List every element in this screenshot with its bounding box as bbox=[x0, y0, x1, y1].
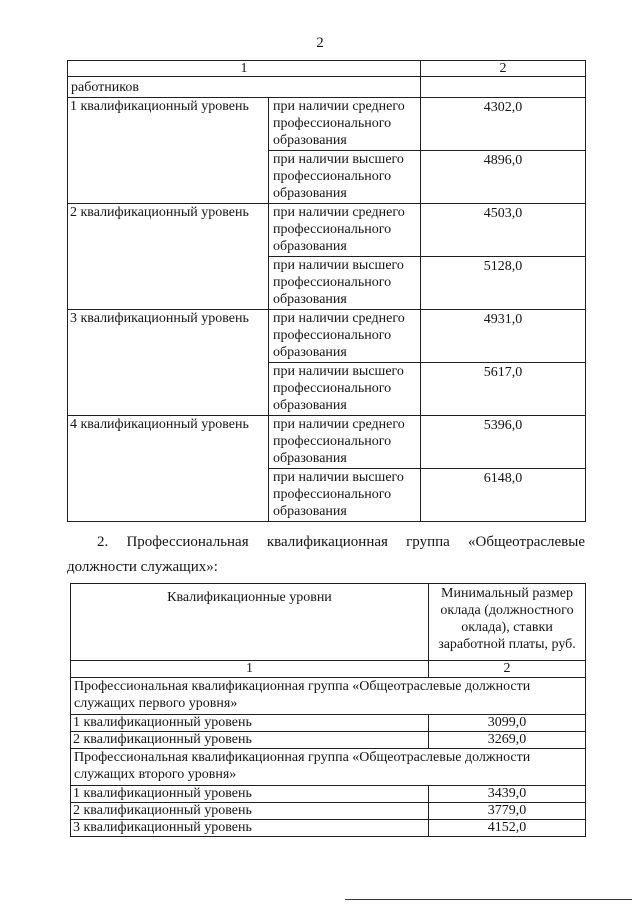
qualification-level: 2 квалификационный уровень bbox=[68, 204, 269, 310]
group-title: Профессиональная квалификационная группа «Общеотраслевые должности служащих второго уровня» bbox=[71, 749, 586, 786]
qualification-level: 3 квалификационный уровень bbox=[68, 310, 269, 416]
salary-value: 3779,0 bbox=[429, 803, 586, 820]
column-numbering-row bbox=[71, 661, 586, 678]
education-condition: при наличии среднего профессионального образования bbox=[269, 98, 421, 151]
group-title-row bbox=[71, 678, 586, 715]
salary-value: 3099,0 bbox=[429, 715, 586, 732]
salary-value: 5128,0 bbox=[421, 257, 586, 310]
header-minimum-salary: Минимальный размер оклада (должностного оклада), ставки заработной платы, руб. bbox=[429, 584, 586, 661]
table-row bbox=[71, 786, 586, 803]
table-row bbox=[71, 732, 586, 749]
table-row bbox=[71, 715, 586, 732]
qualification-level: 2 квалификационный уровень bbox=[71, 732, 429, 749]
salary-value: 4152,0 bbox=[429, 820, 586, 837]
column-number-1: 1 bbox=[68, 61, 421, 77]
qualification-level: 1 квалификационный уровень bbox=[68, 98, 269, 204]
salary-table-workers bbox=[67, 60, 586, 522]
education-condition: при наличии среднего профессионального образования bbox=[269, 204, 421, 257]
education-condition: при наличии высшего профессионального образования bbox=[269, 363, 421, 416]
salary-value: 4931,0 bbox=[421, 310, 586, 363]
qualification-level: 3 квалификационный уровень bbox=[71, 820, 429, 837]
qualification-level: 1 квалификационный уровень bbox=[71, 715, 429, 732]
education-condition: при наличии высшего профессионального образования bbox=[269, 469, 421, 522]
group-title: Профессиональная квалификационная группа «Общеотраслевые должности служащих первого уровня» bbox=[71, 678, 586, 715]
header-qualification-levels: Квалификационные уровни bbox=[71, 584, 429, 661]
table-row bbox=[71, 820, 586, 837]
salary-value: 6148,0 bbox=[421, 469, 586, 522]
column-number-2: 2 bbox=[429, 661, 586, 678]
table-row bbox=[68, 98, 586, 151]
section-paragraph bbox=[67, 530, 585, 580]
qualification-level: 1 квалификационный уровень bbox=[71, 786, 429, 803]
empty-cell bbox=[421, 77, 586, 98]
column-number-1: 1 bbox=[71, 661, 429, 678]
salary-value: 4896,0 bbox=[421, 151, 586, 204]
salary-value: 4503,0 bbox=[421, 204, 586, 257]
paragraph-line: 2. Профессиональная квалификационная группа «Общеотраслевые bbox=[97, 534, 585, 550]
page-number: 2 bbox=[316, 35, 324, 51]
table-row bbox=[71, 803, 586, 820]
paragraph-line: должности служащих»: bbox=[67, 559, 218, 575]
qualification-level: 4 квалификационный уровень bbox=[68, 416, 269, 522]
salary-value: 5617,0 bbox=[421, 363, 586, 416]
table-row bbox=[68, 204, 586, 257]
salary-table-employees bbox=[70, 583, 586, 837]
table-row bbox=[68, 310, 586, 363]
qualification-level: 2 квалификационный уровень bbox=[71, 803, 429, 820]
salary-value: 3439,0 bbox=[429, 786, 586, 803]
table-header-row bbox=[68, 61, 586, 77]
table-header-row bbox=[71, 584, 586, 661]
salary-value: 3269,0 bbox=[429, 732, 586, 749]
scan-edge-line bbox=[345, 899, 632, 900]
salary-value: 5396,0 bbox=[421, 416, 586, 469]
continuation-row bbox=[68, 77, 586, 98]
column-number-2: 2 bbox=[421, 61, 586, 77]
education-condition: при наличии среднего профессионального образования bbox=[269, 310, 421, 363]
education-condition: при наличии высшего профессионального образования bbox=[269, 151, 421, 204]
group-title-row bbox=[71, 749, 586, 786]
education-condition: при наличии среднего профессионального образования bbox=[269, 416, 421, 469]
salary-value: 4302,0 bbox=[421, 98, 586, 151]
table-row bbox=[68, 416, 586, 469]
continuation-text: работников bbox=[68, 77, 421, 98]
education-condition: при наличии высшего профессионального образования bbox=[269, 257, 421, 310]
